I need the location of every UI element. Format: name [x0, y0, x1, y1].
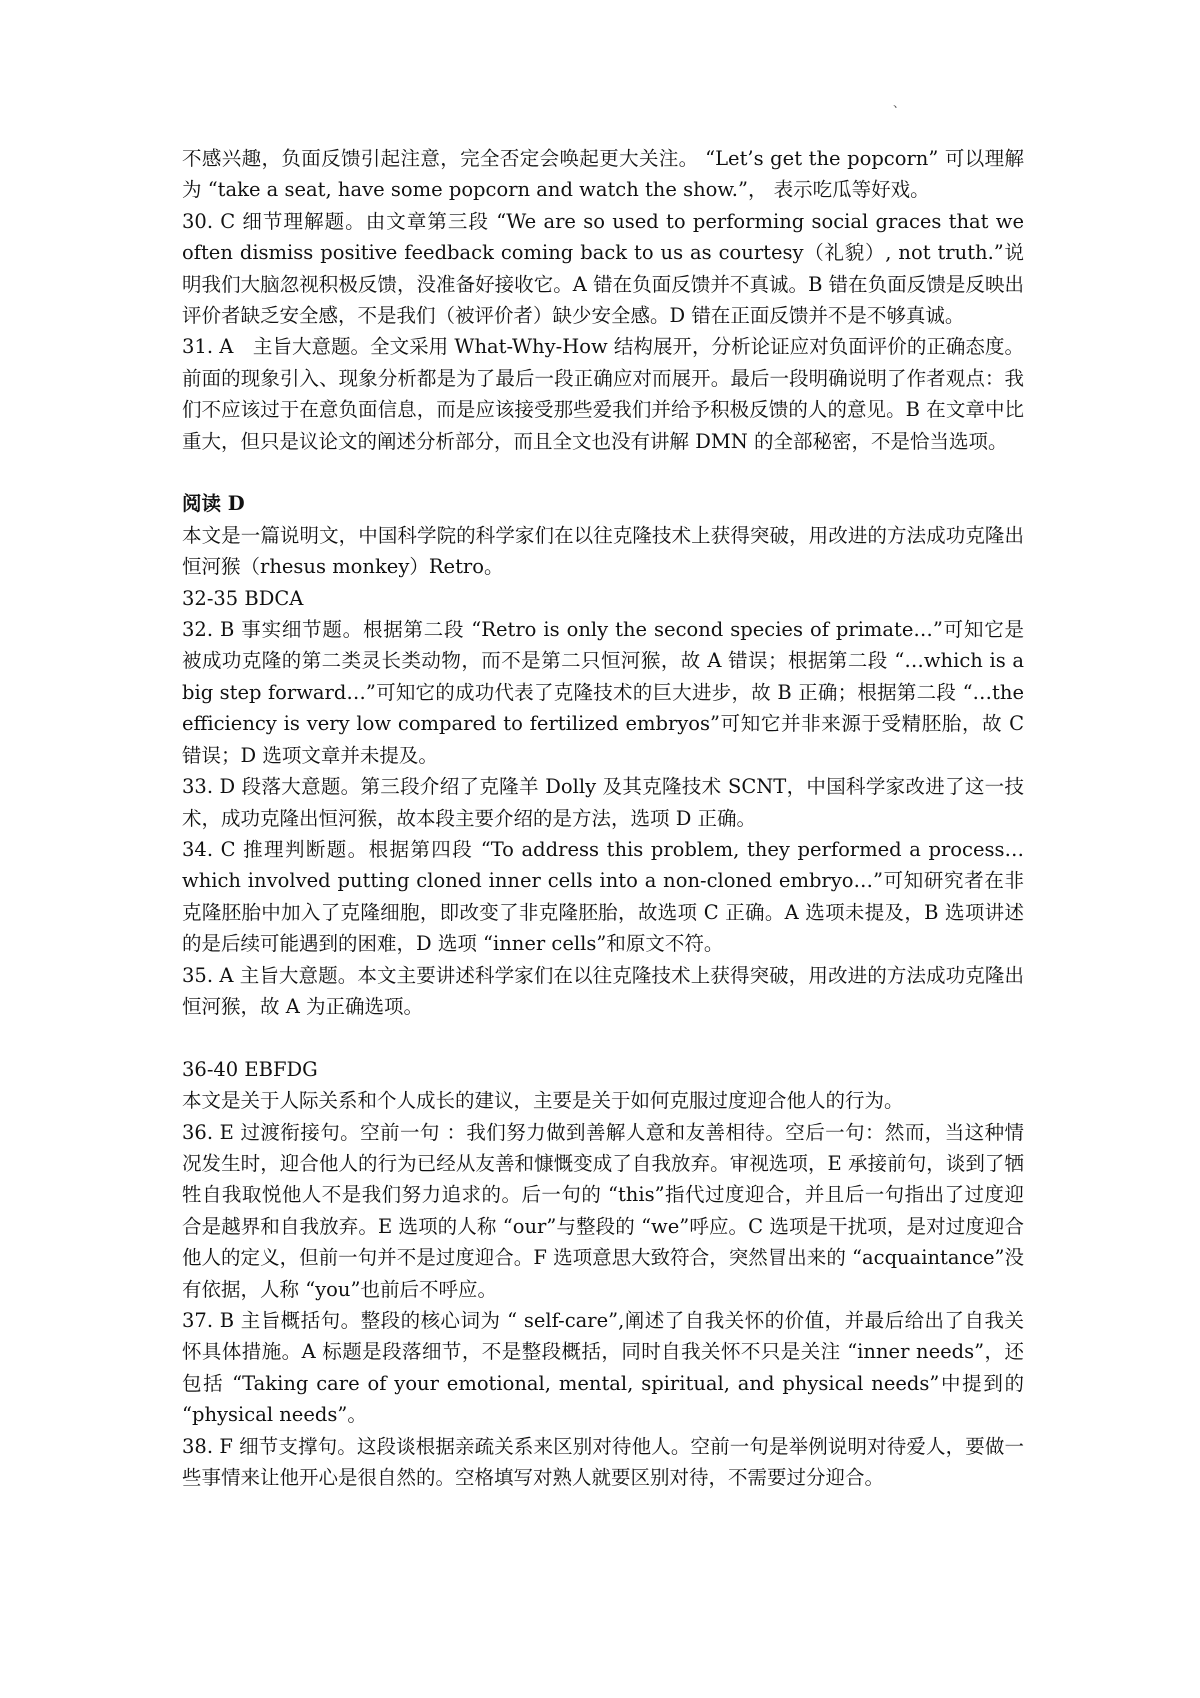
answer-38: 38. F 细节支撑句。这段谈根据亲疏关系来区别对待他人。空前一句是举例说明对待爱人，要做一些事情来让他开心是很自然的。空格填写对熟人就要区别对待，不需要过分迎合。: [182, 1434, 1024, 1490]
answer-37: 37. B 主旨概括句。整段的核心词为 “ self-care”,阐述了自我关怀的价值，并最后给出了自我关怀具体措施。A 标题是段落细节，不是整段概括，同时自我关怀不只是关注 “inner needs”，还包括 “Taking care of your emotional, mental, spiritual, and physical needs”中提到的 “physical needs”。: [182, 1309, 1024, 1427]
corner-mark: 、: [893, 96, 906, 110]
section-d-heading: 阅读 D: [182, 492, 245, 516]
section-d-intro: 本文是一篇说明文，中国科学院的科学家们在以往克隆技术上获得突破，用改进的方法成功克隆出恒河猴（rhesus monkey）Retro。: [182, 523, 1024, 579]
document-body: [182, 143, 1024, 1493]
answer-30: 30. C 细节理解题。由文章第三段 “We are so used to performing social graces that we often dismiss positive feedback coming back to us as courtesy（礼貌）, not truth.”说明我们大脑忽视积极反馈，没准备好接收它。A 错在负面反馈并不真诚。B 错在负面反馈是反映出评价者缺乏安全感，不是我们（被评价者）缺少安全感。D 错在正面反馈并不是不够真诚。: [182, 209, 1024, 328]
section-d-answers: 32-35 BDCA: [182, 586, 304, 610]
answer-32: 32. B 事实细节题。根据第二段 “Retro is only the second species of primate…”可知它是被成功克隆的第二类灵长类动物，而不是第二只恒河猴，故 A 错误；根据第二段 “…which is a big step forward…”可知它的成功代表了克隆技术的巨大进步，故 B 正确；根据第二段 “…the efficiency is very low compared to fertilized embryos”可知它并非来源于受精胚胎，故 C 错误；D 选项文章并未提及。: [182, 618, 1024, 767]
answer-33: 33. D 段落大意题。第三段介绍了克隆羊 Dolly 及其克隆技术 SCNT，中国科学家改进了这一技术，成功克隆出恒河猴，故本段主要介绍的是方法，选项 D 正确。: [182, 775, 1024, 830]
answer-35: 35. A 主旨大意题。本文主要讲述科学家们在以往克隆技术上获得突破，用改进的方法成功克隆出恒河猴，故 A 为正确选项。: [182, 963, 1024, 1018]
section-gap: [182, 457, 1024, 488]
answer-36: 36. E 过渡衔接句。空前一句 ：我们努力做到善解人意和友善相待。空后一句：然而，当这种情况发生时，迎合他人的行为已经从友善和慷慨变成了自我放弃。审视选项，E 承接前句，谈到了牺牲自我取悦他人不是我们努力追求的。后一句的 “this”指代过度迎合，并且后一句指出了过度迎合是越界和自我放弃。E 选项的人称 “our”与整段的 “we”呼应。C 选项是干扰项，是对过度迎合他人的定义，但前一句并不是过度迎合。F 选项意思大致符合，突然冒出来的 “acquaintance”没有依据，人称 “you”也前后不呼应。: [182, 1120, 1024, 1301]
section-gap: [182, 1022, 1024, 1053]
answer-34: 34. C 推理判断题。根据第四段 “To address this problem, they performed a process…which involved putting cloned inner cells into a non-cloned embryo…”可知研究者在非克隆胚胎中加入了克隆细胞，即改变了非克隆胚胎，故选项 C 正确。A 选项未提及，B 选项讲述的是后续可能遇到的困难，D 选项 “inner cells”和原文不符。: [182, 837, 1024, 956]
answer-31: 31. A 主旨大意题。全文采用 What-Why-How 结构展开，分析论证应对负面评价的正确态度。前面的现象引入、现象分析都是为了最后一段正确应对而展开。最后一段明确说明了作者观点：我们不应该过于在意负面信息，而是应该接受那些爱我们并给予积极反馈的人的意见。B 在文章中比重大，但只是议论文的阐述分析部分，而且全文也没有讲解 DMN 的全部秘密，不是恰当选项。: [182, 335, 1024, 453]
paragraph-popcorn: 不感兴趣，负面反馈引起注意，完全否定会唤起更大关注。 “Let’s get the popcorn” 可以理解为 “take a seat, have some popcorn and watch the show.”， 表示吃瓜等好戏。: [182, 147, 1024, 202]
section-36-40-intro: 本文是关于人际关系和个人成长的建议，主要是关于如何克服过度迎合他人的行为。: [182, 1089, 904, 1113]
section-36-40-answers: 36-40 EBFDG: [182, 1057, 318, 1081]
